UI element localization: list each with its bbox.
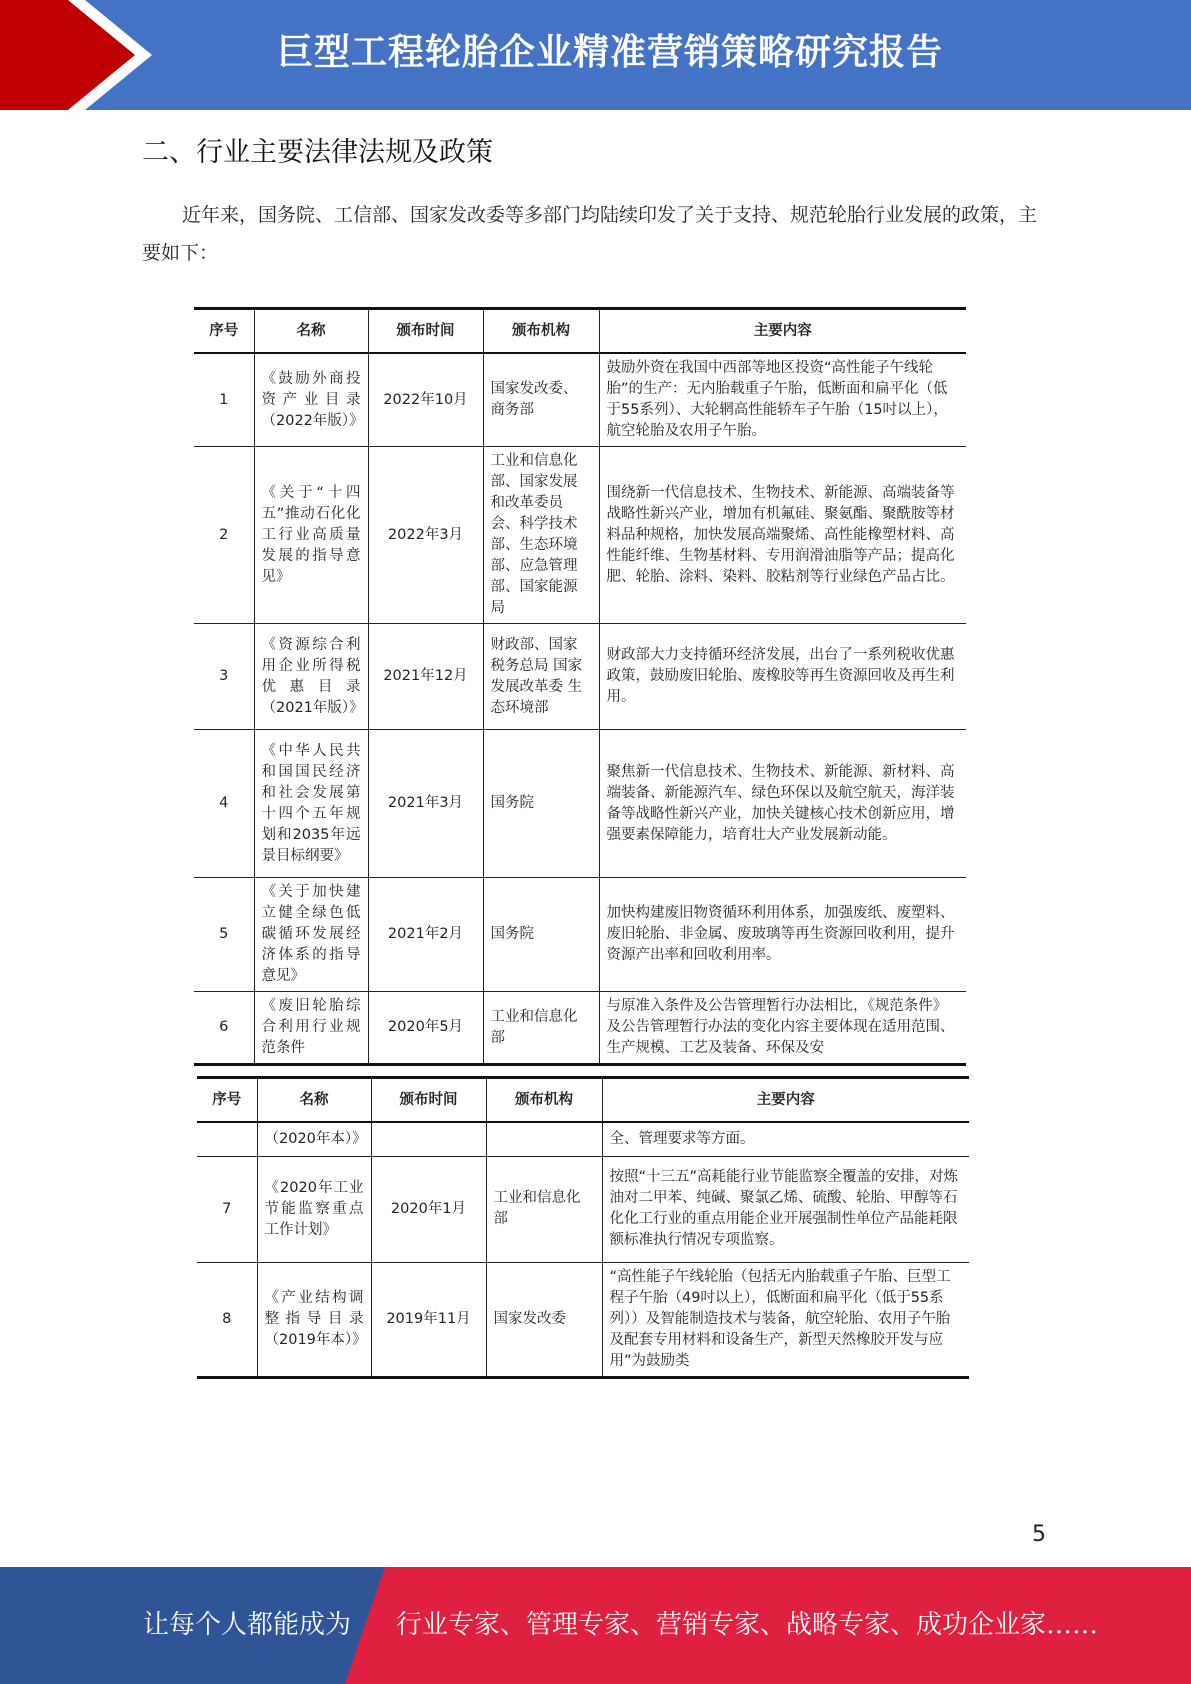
cell-content: “高性能子午线轮胎（包括无内胎载重子午胎、巨型工程子午胎（49吋以上），低断面和扁平化（低于55系列））及智能制造技术与装备，航空轮胎、农用子午胎及配套专用材料和设备生产，新型天然橡胶开发与应用”为鼓励类 <box>602 1262 969 1377</box>
cell-date: 2021年3月 <box>368 730 483 878</box>
table-row <box>194 447 966 624</box>
cell-name: 《中华人民共和国国民经济和社会发展第十四个五年规划和2035年远景目标纲要》 <box>254 730 368 878</box>
cell-no <box>197 1122 257 1156</box>
cell-content: 围绕新一代信息技术、生物技术、新能源、高端装备等战略性新兴产业，增加有机氟硅、聚氨酯、聚酰胺等材料品种规格，加快发展高端聚烯、高性能橡塑材料、高性能纤维、生物基材料、专用润滑油脂等产品；提高化肥、轮胎、涂料、染料、胶粘剂等行业绿色产品占比。 <box>599 447 966 624</box>
header-org: 颁布机构 <box>486 1078 602 1123</box>
cell-org: 国务院 <box>483 730 599 878</box>
table-header-row <box>194 309 966 354</box>
header-org: 颁布机构 <box>483 309 599 354</box>
cell-org <box>486 1122 602 1156</box>
header-content: 主要内容 <box>602 1078 969 1123</box>
cell-org: 财政部、国家税务总局 国家发展改革委 生态环境部 <box>483 624 599 730</box>
report-title: 巨型工程轮胎企业精准营销策略研究报告 <box>276 32 943 73</box>
cell-content: 财政部大力支持循环经济发展，出台了一系列税收优惠政策，鼓励废旧轮胎、废橡胶等再生资源回收及再生利用。 <box>599 624 966 730</box>
table-row <box>194 730 966 878</box>
cell-name: 《资源综合利用企业所得税优惠目录（2021年版）》 <box>254 624 368 730</box>
cell-no: 1 <box>194 353 254 447</box>
page-number: 5 <box>1032 1522 1046 1547</box>
cell-date: 2020年1月 <box>371 1156 486 1262</box>
cell-name: 《2020年工业节能监察重点工作计划》 <box>257 1156 371 1262</box>
cell-no: 5 <box>194 878 254 992</box>
footer-slogan-left: 让每个人都能成为 <box>143 1610 352 1640</box>
cell-date: 2022年3月 <box>368 447 483 624</box>
cell-org: 工业和信息化部 <box>483 992 599 1065</box>
cell-date <box>371 1122 486 1156</box>
header-name: 名称 <box>257 1078 371 1123</box>
cell-no: 7 <box>197 1156 257 1262</box>
intro-paragraph: 近年来，国务院、工信部、国家发改委等多部门均陆续印发了关于支持、规范轮胎行业发展的政策，主要如下： <box>142 204 1038 264</box>
cell-date: 2021年12月 <box>368 624 483 730</box>
section-title: 二、行业主要法律法规及政策 <box>142 137 493 168</box>
header-content: 主要内容 <box>599 309 966 354</box>
header-date: 颁布时间 <box>371 1078 486 1123</box>
cell-org: 国家发改委 <box>486 1262 602 1377</box>
table-row <box>197 1262 969 1377</box>
header-date: 颁布时间 <box>368 309 483 354</box>
cell-no: 6 <box>194 992 254 1065</box>
cell-name: 《关于“十四五”推动石化化工行业高质量发展的指导意见》 <box>254 447 368 624</box>
cell-name: 《鼓励外商投资产业目录（2022年版）》 <box>254 353 368 447</box>
cell-content: 全、管理要求等方面。 <box>602 1122 969 1156</box>
table-row <box>194 624 966 730</box>
cell-name: 《关于加快建立健全绿色低碳循环发展经济体系的指导意见》 <box>254 878 368 992</box>
header-banner <box>0 0 1191 110</box>
cell-org: 工业和信息化部 <box>486 1156 602 1262</box>
cell-name: 《产业结构调整指导目录（2019年本）》 <box>257 1262 371 1377</box>
header-no: 序号 <box>194 309 254 354</box>
cell-content: 按照“十三五”高耗能行业节能监察全覆盖的安排，对炼油对二甲苯、纯碱、聚氯乙烯、硫酸、轮胎、甲醇等石化化工行业的重点用能企业开展强制性单位产品能耗限额标准执行情况专项监察。 <box>602 1156 969 1262</box>
cell-org: 国务院 <box>483 878 599 992</box>
cell-date: 2021年2月 <box>368 878 483 992</box>
table-row <box>197 1122 969 1156</box>
cell-content: 聚焦新一代信息技术、生物技术、新能源、新材料、高端装备、新能源汽车、绿色环保以及航空航天，海洋装备等战略性新兴产业，加快关键核心技术创新应用，增强要素保障能力，培育壮大产业发展新动能。 <box>599 730 966 878</box>
policy-table-part1 <box>194 307 966 1066</box>
cell-content: 加快构建废旧物资循环利用体系，加强废纸、废塑料、废旧轮胎、非金属、废玻璃等再生资源回收利用，提升资源产出率和回收利用率。 <box>599 878 966 992</box>
cell-org: 国家发改委、商务部 <box>483 353 599 447</box>
cell-no: 3 <box>194 624 254 730</box>
cell-date: 2019年11月 <box>371 1262 486 1377</box>
table-row <box>194 878 966 992</box>
cell-content: 与原准入条件及公告管理暂行办法相比，《规范条件》及公告管理暂行办法的变化内容主要体现在适用范围、生产规模、工艺及装备、环保及安 <box>599 992 966 1065</box>
table-header-row <box>197 1078 969 1123</box>
cell-no: 4 <box>194 730 254 878</box>
cell-no: 8 <box>197 1262 257 1377</box>
cell-no: 2 <box>194 447 254 624</box>
table-row <box>194 992 966 1065</box>
header-name: 名称 <box>254 309 368 354</box>
cell-date: 2020年5月 <box>368 992 483 1065</box>
header-no: 序号 <box>197 1078 257 1123</box>
cell-name: 《废旧轮胎综合利用行业规范条件 <box>254 992 368 1065</box>
table-row <box>197 1156 969 1262</box>
footer-slogan-right: 行业专家、管理专家、营销专家、战略专家、成功企业家…… <box>396 1610 1099 1640</box>
cell-content: 鼓励外资在我国中西部等地区投资“高性能子午线轮胎”的生产：无内胎载重子午胎，低断面和扁平化（低于55系列）、大轮辋高性能轿车子午胎（15吋以上），航空轮胎及农用子午胎。 <box>599 353 966 447</box>
cell-date: 2022年10月 <box>368 353 483 447</box>
policy-table-part2 <box>197 1076 969 1379</box>
cell-org: 工业和信息化部、国家发展和改革委员会、科学技术部、生态环境部、应急管理部、国家能源局 <box>483 447 599 624</box>
cell-name: （2020年本）》 <box>257 1122 371 1156</box>
table-row <box>194 353 966 447</box>
footer-banner <box>0 1567 1191 1684</box>
